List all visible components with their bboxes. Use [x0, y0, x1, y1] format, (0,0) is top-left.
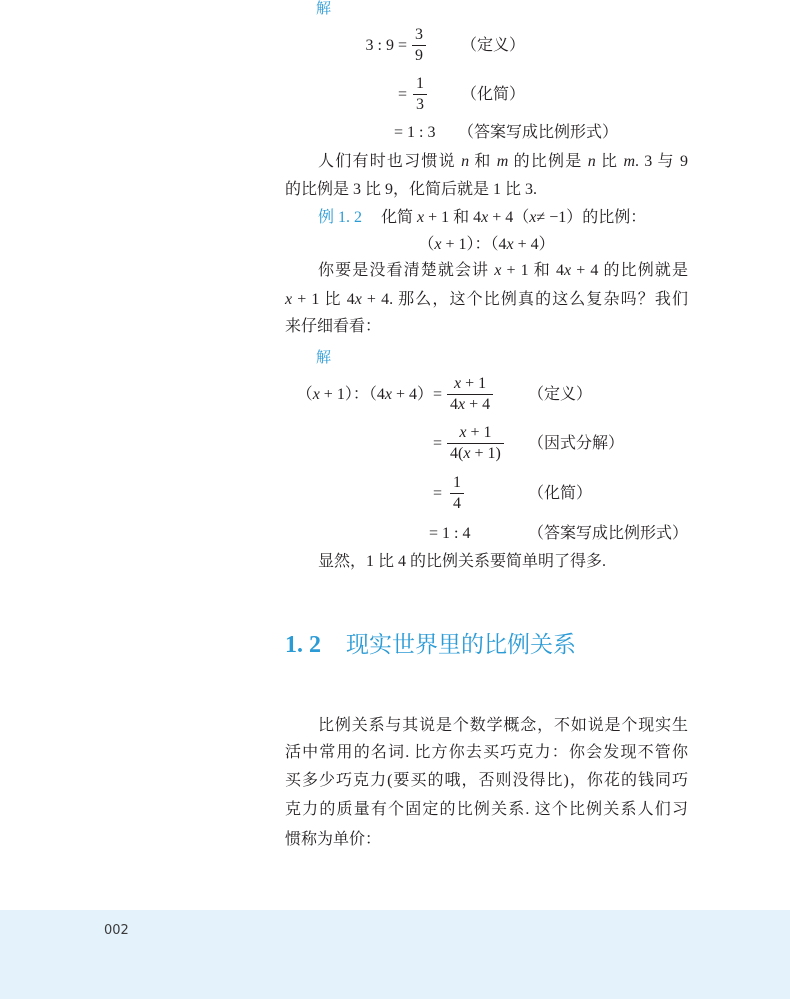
- text-run: + 4. 那么，这个比例真的这么复杂吗？我们: [361, 291, 688, 308]
- math-variable: x: [529, 209, 537, 226]
- fraction-denominator: [447, 395, 493, 415]
- text-run: + 1 比 4: [292, 291, 355, 308]
- text-run: =: [397, 86, 407, 103]
- math-variable: m: [623, 153, 636, 170]
- math-variable: x: [463, 445, 471, 462]
- text-run: （: [418, 236, 435, 253]
- equation-note: （定义）: [528, 386, 593, 403]
- paragraph-line: [285, 289, 688, 311]
- example-label: 例 1. 2: [318, 209, 363, 226]
- text-run: 9: [415, 47, 423, 64]
- text-run: + 1): [470, 445, 501, 462]
- text-run: （: [296, 386, 313, 403]
- text-run: + 4）=: [391, 386, 442, 403]
- paragraph-line: 买多少巧克力(要买的哦，否则没得比)，你花的钱同巧: [285, 772, 688, 789]
- text-run: + 4: [465, 396, 491, 413]
- math-variable: x: [506, 236, 514, 253]
- fraction-numerator: [450, 473, 464, 494]
- fraction: [412, 25, 426, 66]
- fraction-denominator: [413, 95, 427, 115]
- math-variable: m: [496, 153, 509, 170]
- text-run: + 1 和 4: [501, 262, 565, 279]
- equation-note: （化简）: [461, 86, 526, 103]
- section-number: 1. 2: [285, 632, 321, 658]
- equation-lhs: [398, 84, 407, 106]
- text-run: 1: [453, 474, 461, 491]
- text-run: 的比例是: [508, 153, 588, 170]
- paragraph-line: 比例关系与其说是个数学概念，不如说是个现实生: [318, 717, 688, 734]
- text-run: = 1 : 4: [429, 525, 471, 542]
- equation-lhs: [433, 433, 442, 455]
- text-run: 4: [450, 396, 458, 413]
- equation-note: （定义）: [461, 37, 526, 54]
- equation-lhs: [297, 384, 442, 406]
- paragraph-line: [318, 260, 688, 282]
- text-run: 比: [595, 153, 624, 170]
- equation-lhs: [394, 122, 435, 144]
- paragraph-line: 惯称为单价：: [285, 831, 382, 848]
- equation-note: （答案写成比例形式）: [458, 124, 619, 141]
- equation-lhs: [429, 523, 470, 545]
- text-run: 3 : 9 =: [365, 37, 407, 54]
- conclusion-text: 显然，1 比 4 的比例关系要简单明了得多.: [318, 553, 607, 570]
- math-variable: x: [417, 209, 425, 226]
- text-run: + 1）：（4: [441, 236, 507, 253]
- math-variable: x: [354, 291, 362, 308]
- math-variable: x: [494, 262, 502, 279]
- text-run: =: [432, 485, 442, 502]
- fraction-numerator: [413, 74, 427, 95]
- fraction: [447, 374, 493, 415]
- text-run: + 1 和 4: [424, 209, 482, 226]
- text-run: + 1）：（4: [319, 386, 385, 403]
- text-run: 3: [416, 96, 424, 113]
- equation-note: （答案写成比例形式）: [528, 525, 689, 542]
- paragraph-line: 的比例是 3 比 9，化简后就是 1 比 3.: [285, 181, 538, 198]
- section-title: 现实世界里的比例关系: [346, 632, 576, 658]
- math-variable: x: [564, 262, 572, 279]
- footer-band: [0, 910, 790, 999]
- math-variable: x: [434, 236, 442, 253]
- math-variable: x: [454, 375, 462, 392]
- solution-label: 解: [316, 348, 332, 366]
- fraction-denominator: [412, 46, 426, 66]
- text-run: 4(: [450, 445, 464, 462]
- fraction: [413, 74, 427, 115]
- equation-lhs: [433, 483, 442, 505]
- text-run: 你要是没看清楚就会讲: [318, 262, 495, 279]
- text-run: + 4 的比例就是: [571, 262, 688, 279]
- text-run: . 3 与 9: [635, 153, 688, 170]
- paragraph-line: 克力的质量有个固定的比例关系. 这个比例关系人们习: [285, 801, 688, 818]
- math-variable: n: [587, 153, 596, 170]
- math-variable: x: [481, 209, 489, 226]
- math-variable: x: [285, 291, 293, 308]
- equation-lhs: [366, 35, 407, 57]
- fraction-numerator: [447, 423, 504, 444]
- fraction: [450, 473, 464, 514]
- fraction-denominator: [447, 444, 504, 464]
- text-run: + 1: [461, 375, 487, 392]
- math-variable: n: [461, 153, 470, 170]
- example-text: [381, 207, 646, 229]
- text-run: 3: [415, 26, 423, 43]
- text-run: + 4（: [488, 209, 530, 226]
- text-run: 人们有时也习惯说: [318, 153, 462, 170]
- text-run: ≠ −1）的比例：: [536, 209, 647, 226]
- equation-note: （化简）: [528, 485, 593, 502]
- math-variable: x: [384, 386, 392, 403]
- example-expression: [285, 234, 688, 256]
- text-run: =: [432, 435, 442, 452]
- text-run: 1: [416, 75, 424, 92]
- text-run: = 1 : 3: [394, 124, 436, 141]
- solution-label: 解: [316, 0, 332, 17]
- fraction-numerator: [447, 374, 493, 395]
- text-run: + 4）: [513, 236, 555, 253]
- text-run: 化简: [381, 209, 418, 226]
- fraction-denominator: [450, 494, 464, 514]
- fraction: [447, 423, 504, 464]
- math-variable: x: [458, 396, 466, 413]
- paragraph-line: [318, 151, 688, 173]
- text-run: 4: [453, 495, 461, 512]
- text-run: + 1: [466, 424, 492, 441]
- page-number: 002: [104, 923, 129, 938]
- math-variable: x: [459, 424, 467, 441]
- paragraph-line: 来仔细看看：: [285, 318, 382, 335]
- math-variable: x: [312, 386, 320, 403]
- fraction-numerator: [412, 25, 426, 46]
- paragraph-line: 活中常用的名词. 比方你去买巧克力：你会发现不管你: [285, 744, 688, 761]
- equation-note: （因式分解）: [528, 435, 625, 452]
- text-run: 和: [469, 153, 497, 170]
